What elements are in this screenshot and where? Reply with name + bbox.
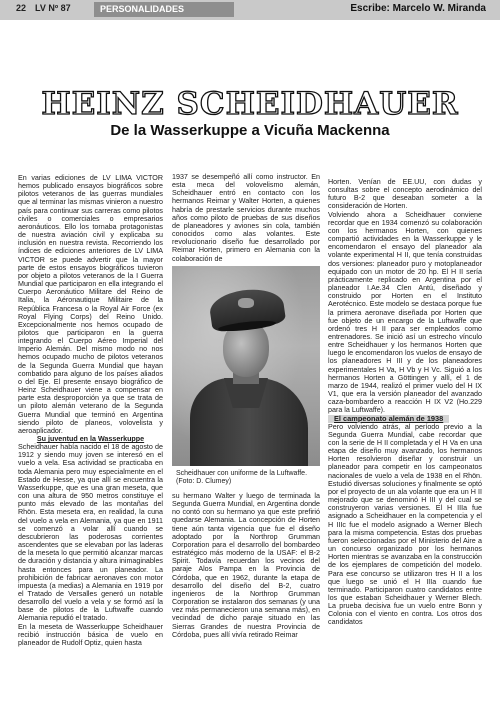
section-heading-campeonato-label: El campeonato alemán de 1938: [328, 415, 449, 423]
text-column-1: [18, 174, 163, 647]
issue-number: LV Nº 87: [35, 3, 71, 13]
col2-top-paragraph: 1937 se desempeñó allí como instructor. En esta meca del volovelismo alemán, Scheidhauer entró en contacto con los hermanos Reimar y Walter Horten, a quienes habría de prestarle servicios durante muchos años como piloto de pruebas de sus diseños de planeadores y aviones sin cola, también conocidos como alas volantes. Este revolucionario diseño fue desarrollado por Reimar Horten, primero en Alemania con la colaboración de: [172, 173, 320, 263]
section-heading-youth: Su juventud en la Wasserkuppe: [36, 435, 145, 443]
col3-horten-paragraph: Volviendo ahora a Scheidhauer conviene recordar que en 1934 comenzó su colaboración con los hermanos Horten, con quienes compartió actividades en la Wasserkuppe y le encomendaron el ensayo del planeador ala volante experimental H II, que tenía construidas dos versiones: planeador puro y motoplaneador equipado con un motor de 20 hp. El H II sería prácticamente replicado en Argentina por el planeador I.Ae.34 Clen Antú, diseñado y construido por Horten en el Instituto Aerotécnico. Este modelo se destaca porque fue la primera aeronave diseñada por Horten que fue objeto de un encargo de la Luftwaffe que ordenó tres H II para ser empleados como entrenadores. Se inició así un estrecho vínculo entre Scheidhauer y los hermanos Horten que luego le encomendaron los vuelos de ensayo de los planeadores H III y de los planeadores experimentales H Va, H Vb y H Vc. Siguió a los hermanos Horten a Göttingen y allí, el 1 de marzo de 1944, realizó el primer vuelo del H IX V1, que era la versión planeador del avanzado caza-bombardero a reacción H IX V2 (Ho.229 para la Luftwaffe).: [328, 210, 483, 415]
col2-bottom-paragraph: su hermano Walter y luego de terminada la Segunda Guerra Mundial, en Argentina donde no contó con su hermano ya que este prefirió quedarse Alemania. La concepción de Horten tiene aún tanta vigencia que fue el diseño adoptado por la Northrop Grumman Corporation para el desarrollo del bombardeo estratégico más moderno de la USAF: el B-2 Spirit. Todavía recuerdan los vecinos del paraje Alos Pampa en la Provincia de Córdoba, que en 1962, durante la etapa de desarrollo del diseño del B-2, cuatro ingenieros de la Northrop Grumman Corporation se instalaron dos semanas (y una vez más permanecieron una semana más), en vecindad de dicho paraje situado en las Sierras Grandes de nuestra Provincia de Córdoba, pues allí vivía retirado Reimar: [172, 492, 320, 639]
page-header: [0, 0, 500, 20]
text-column-2-bottom: [172, 492, 320, 639]
intro-paragraph: En varias ediciones de LV LIMA VICTOR hemos publicado ensayos biográficos sobre pilotos veteranos de las guerras mundiales que al terminar las mismas vinieron a nuestro país para continuar sus carreras como pilotos civiles o comerciales o empresarios aeronáuticos. Ello los tornaba protagonistas de nuestra aviación civil y explicaba su inclusión en nuestra revista. Recorriendo los índices de ediciones anteriores de LV LIMA VICTOR se puede advertir que la mayor parte de estos ensayos biográficos tuvieron por objeto a pilotos veteranos de la I Guerra Mundial que participaron en ella integrando el Cuerpo Aeronáutico Militare del Reino de Italia, la Aéronautique Militaire de la República Francesa o la Royal Air Force (ex Royal Flying Corps) del Reino Unido. Excepcionalmente nos hemos ocupado de pilotos que participaron en la guerra integrando el Cuerpo Aéreo Imperial del Imperio Alemán. Del mismo modo no nos hemos ocupado mucho de pilotos veteranos de la Segunda Guerra Mundial que hayan combatido para alguno de los países aliados o del Eje. El presente ensayo biográfico de Heinz Scheidhauer viene a compensar en parte esta desproporción ya que se trata de un piloto alemán veterano de la Segunda Guerra Mundial que terminó en Argentina siendo piloto de planeos, volovelista y aeroaplicador.: [18, 174, 163, 435]
youth-paragraph: Scheidhauer había nacido el 18 de agosto de 1912 y siendo muy joven se interesó en el vuelo a vela. Esa actividad se practicaba en toda Alemania pero muy especialmente en el Estado de Hesse, ya que allí se encuentra la Wasserkuppe, que es una gran meseta, que con una altura de 950 metros constituye el punto más elevado de las montañas del Rhön. Esta meseta era, en realidad, la cuna del vuelo a vela en Alemania, ya que en 1911 se comenzó a volar allí cuando se descubrieron las poderosas corrientes ascendentes que se elevaban por las laderas de la meseta lo que permitió alcanzar marcas de duración y distancia y altura inimaginables hasta entonces para un planeador. La prohibición de fabricar aeronaves con motor impuesta (a medias) a Alemania en 1919 por el Tratado de Versalles generó un notable desarrollo del vuelo a vela y se formó así la base de pilotos de la Luftwaffe cuando Alemania repudió el tratado.: [18, 443, 163, 623]
portrait-photo: [172, 266, 320, 466]
col3-campeonato-paragraph: Pero volviendo atrás, al período previo a la Segunda Guerra Mundial, cabe recordar que con la serie de H II completada y el H Va en una etapa de diseño muy avanzado, los hermanos Horten resolvieron diseñar y construir un planeador para competir en los campeonatos nacionales de vuelo a vela de 1938 en el Rhön. Estudió diversas soluciones y finalmente se optó por el proyecto de un ala volante que era un H II mejorado que se denominó H III y del cual se construyeron varias versiones. El H IIIa fue asignado a Scheidhauer en la competencia y el H IIIc fue el modelo asignado a Werner Blech para la misma competencia. Estas dos pruebas fueron seleccionadas por el Ministerio del Aire a un concurso organizado por los hermanos Horten mientras se avanzaba en la construcción de los ejemplares de competición del modelo. Para ese concurso se utilizaron tres H II a los que luego se unió el H IIIa cuando fue terminado. Participaron cuatro candidatos entre los que estaban Scheidhauer y Werner Blech. La prueba decisiva fue un vuelo entre Bonn y Colonia con el viento en contra. Los otros dos candidatos: [328, 422, 483, 627]
meseta-paragraph: En la meseta de Wasserkuppe Scheidhauer recibió instrucción básica de vuelo en planeador de Rudolf Optiz, quien hasta: [18, 622, 163, 647]
section-label: PERSONALIDADES: [94, 2, 234, 17]
text-column-3: [328, 178, 482, 627]
section-heading-campeonato: [328, 415, 482, 423]
author-byline: Escribe: Marcelo W. Miranda: [350, 3, 486, 14]
photo-caption: Scheidhauer con uniforme de la Luftwaffe. (Foto: D. Clumey): [176, 470, 308, 486]
page-number: 22: [16, 3, 27, 13]
text-column-2-top: [172, 173, 320, 263]
col3-top-paragraph: Horten. Venían de EE.UU, con dudas y consultas sobre el concepto aerodinámico del futuro B-2 que deseaban someter a la consideración de Horten.: [328, 178, 482, 211]
article-subtitle: De la Wasserkuppe a Vicuña Mackenna: [110, 122, 390, 139]
article-title: HEINZ SCHEIDHAUER: [41, 86, 459, 122]
